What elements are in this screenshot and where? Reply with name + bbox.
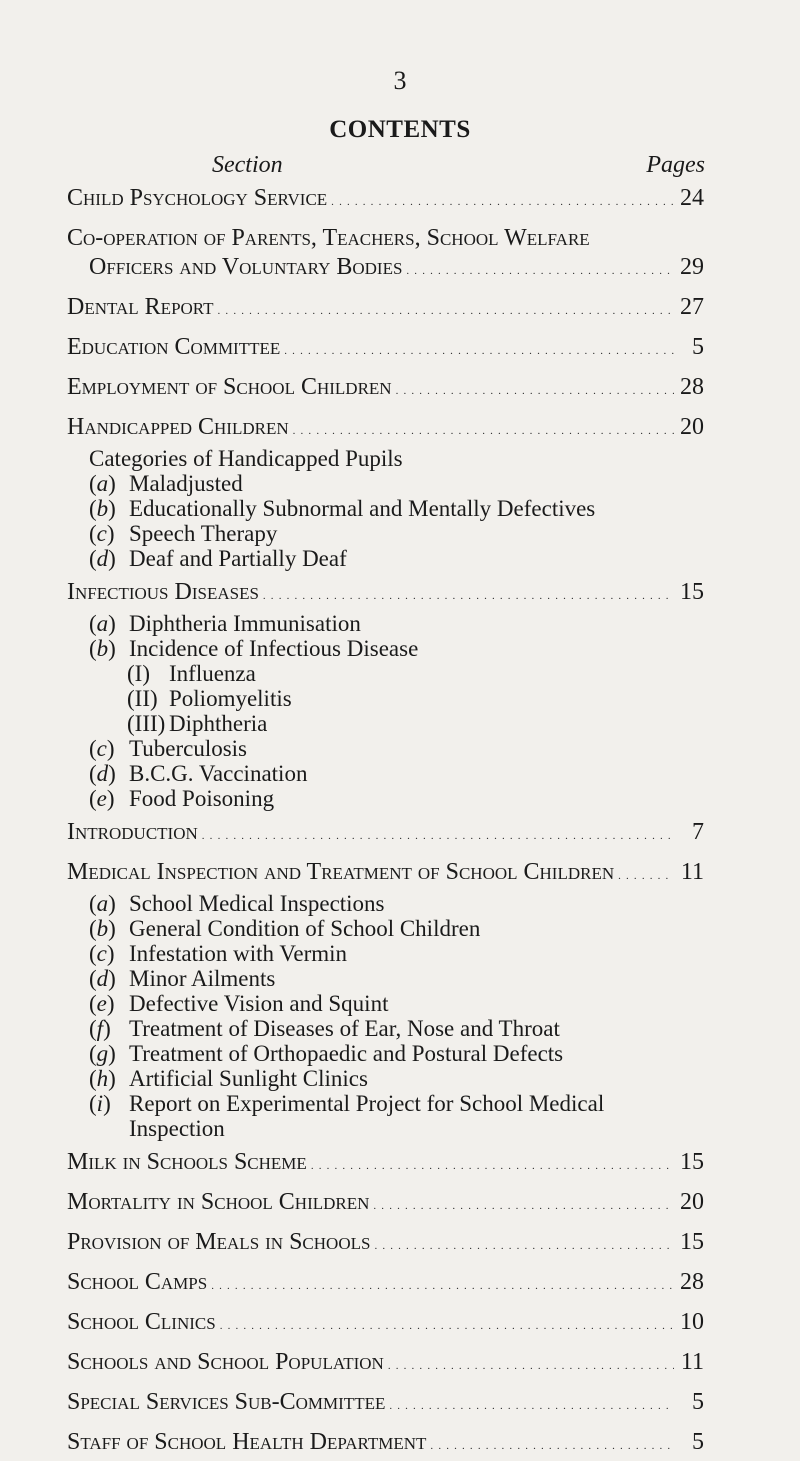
toc-entry-row [67, 858, 704, 891]
toc-subitem-text: Deaf and Partially Deaf [129, 546, 347, 571]
toc-subitem-text: Incidence of Infectious Disease [129, 636, 419, 661]
toc-subitem-letter: e [96, 786, 107, 811]
toc-subitem-letter: g [96, 1041, 109, 1066]
toc-subitem-text: Tuberculosis [129, 736, 247, 761]
toc-subitem [67, 1016, 704, 1041]
toc-subitem-text: Maladjusted [129, 471, 243, 496]
toc-subitem-letter: i [96, 1091, 104, 1116]
toc-entry [67, 333, 704, 366]
toc-entry-row [67, 373, 704, 406]
toc-subitem-letter: d [96, 761, 109, 786]
toc-subitem-label: (c) [89, 941, 115, 966]
toc-entry-page: 20 [680, 1189, 704, 1215]
dot-leader [220, 1308, 674, 1341]
toc-subitem-label: (f) [89, 1016, 111, 1041]
toc-entry-title: Provision of Meals in Schools [67, 1229, 371, 1255]
page-number: 3 [393, 66, 407, 95]
toc-subitem-text: Minor Ailments [129, 966, 276, 991]
toc-entry-title: Infectious Diseases [67, 579, 259, 605]
toc-entry-title: Employment of School Children [67, 374, 392, 400]
toc-entry-row [67, 1348, 704, 1381]
toc-subsubitem-label: (III) [127, 711, 166, 736]
dot-leader [211, 1268, 674, 1301]
toc-entry-row [67, 1428, 704, 1461]
toc-entry-page: 15 [680, 1229, 704, 1255]
toc-subitem-letter: d [96, 966, 109, 991]
toc-subsubitem-text: Poliomyelitis [169, 686, 292, 711]
toc-entry-row [67, 184, 704, 217]
toc-entry [67, 858, 704, 1141]
toc-subitem-letter: e [96, 991, 107, 1016]
toc-subitem-label: (d) [89, 966, 116, 991]
toc-entry [67, 1308, 704, 1341]
toc-entry [67, 1188, 704, 1221]
toc-subitem [67, 1091, 704, 1141]
toc-subheading: Categories of Handicapped Pupils [89, 446, 403, 471]
toc-subitem [67, 496, 704, 521]
toc-subitem-text: Artificial Sunlight Clinics [129, 1066, 368, 1091]
toc-entry [67, 224, 704, 286]
toc-entry [67, 373, 704, 406]
toc-subitem [67, 636, 704, 661]
toc-entry-row [67, 333, 704, 366]
toc-subitem [67, 786, 704, 811]
toc-entry-page: 7 [692, 819, 704, 845]
toc-subitem-text: Food Poisoning [129, 786, 275, 811]
dot-leader [284, 333, 674, 366]
toc-subitem-label: (c) [89, 736, 115, 761]
page-title: CONTENTS [329, 116, 471, 143]
toc-entry-page: 5 [692, 1389, 704, 1415]
toc-subitem [67, 991, 704, 1016]
dot-leader [202, 818, 674, 851]
dot-leader [430, 1428, 674, 1461]
toc-subitem-label: (b) [89, 496, 116, 521]
toc-entry [67, 1268, 704, 1301]
toc-subitem-label: (g) [89, 1041, 116, 1066]
toc-entry-page: 15 [680, 1149, 704, 1175]
toc-entry-page: 28 [680, 374, 704, 400]
toc-entry-row [67, 1388, 704, 1421]
toc-subitem-letter: b [96, 636, 109, 661]
toc-subitem-label: (a) [89, 891, 116, 916]
toc-entry [67, 1228, 704, 1261]
toc-subitem-label: (a) [89, 611, 116, 636]
toc-entry-row [67, 1148, 704, 1181]
contents-list [67, 184, 704, 1461]
dot-leader [311, 1148, 674, 1181]
dot-leader [218, 293, 674, 326]
toc-entry-continuation: Officers and Voluntary Bodies [89, 254, 403, 280]
toc-entry-title: Medical Inspection and Treatment of School Children [67, 859, 615, 885]
toc-entry-title: Mortality in School Children [67, 1189, 370, 1215]
pages-column-heading: Pages [646, 152, 705, 178]
toc-entry-page: 15 [680, 579, 704, 605]
toc-entry-page: 20 [680, 414, 704, 440]
toc-subitem [67, 941, 704, 966]
toc-subitem-letter: a [96, 611, 109, 636]
toc-subitem [67, 471, 704, 496]
toc-entry-page: 29 [680, 254, 704, 280]
toc-entry-title: Staff of School Health Department [67, 1429, 427, 1455]
toc-entry [67, 818, 704, 851]
toc-entry [67, 1348, 704, 1381]
toc-subitem-text: Infestation with Vermin [129, 941, 348, 966]
toc-subitem-letter: a [96, 891, 109, 916]
toc-subitem-text: B.C.G. Vaccination [129, 761, 308, 786]
dot-leader [618, 858, 674, 891]
toc-entry-continuation-row [67, 253, 704, 286]
dot-leader [389, 1388, 674, 1421]
toc-subitem-text: Educationally Subnormal and Mentally Defectives [129, 496, 596, 521]
toc-subsubitem [67, 661, 704, 686]
toc-subitem-text: Defective Vision and Squint [129, 991, 389, 1016]
toc-entry [67, 413, 704, 571]
toc-subitem-label: (e) [89, 786, 115, 811]
toc-subitem-text: Diphtheria Immunisation [129, 611, 361, 636]
toc-entry-page: 10 [680, 1309, 704, 1335]
toc-entry-row [67, 293, 704, 326]
toc-entry-page: 11 [680, 859, 704, 885]
toc-subitem-text: Treatment of Orthopaedic and Postural Defects [129, 1041, 564, 1066]
toc-subitem-letter: c [96, 941, 107, 966]
toc-subitem [67, 736, 704, 761]
dot-leader [374, 1228, 674, 1261]
toc-subitem-letter: h [96, 1066, 109, 1091]
toc-entry-row [67, 1228, 704, 1261]
toc-entry-row [67, 578, 704, 611]
toc-subitem [67, 546, 704, 571]
toc-subitem [67, 916, 704, 941]
toc-subsubitem-text: Diphtheria [169, 711, 268, 736]
toc-subitem-letter: f [96, 1016, 104, 1041]
toc-entry [67, 184, 704, 217]
dot-leader [396, 373, 674, 406]
toc-entry-page: 5 [692, 1429, 704, 1455]
toc-subsubitem [67, 711, 704, 736]
toc-subitem-label: (d) [89, 761, 116, 786]
section-column-heading: Section [212, 152, 283, 178]
toc-entry-page: 24 [680, 185, 704, 211]
toc-subsubitem-text: Influenza [169, 661, 256, 686]
toc-subitem-label: (i) [89, 1091, 111, 1116]
dot-leader [331, 184, 674, 217]
toc-entry-page: 28 [680, 1269, 704, 1295]
toc-entry-title: School Clinics [67, 1309, 216, 1335]
toc-subitem-label: (h) [89, 1066, 116, 1091]
dot-leader [388, 1348, 674, 1381]
toc-entry [67, 578, 704, 811]
toc-subitem [67, 891, 704, 916]
toc-subitem-text: General Condition of School Children [129, 916, 481, 941]
dot-leader [263, 578, 674, 611]
toc-entry-row [67, 1188, 704, 1221]
toc-subitem-text: Treatment of Diseases of Ear, Nose and Throat [129, 1016, 560, 1041]
toc-subsubitem-label: (II) [127, 686, 158, 711]
toc-subitem [67, 611, 704, 636]
toc-subsubitem [67, 686, 704, 711]
toc-entry-title: Handicapped Children [67, 414, 289, 440]
toc-subitem-letter: d [96, 546, 109, 571]
toc-subitem-label: (b) [89, 916, 116, 941]
toc-subitem-letter: a [96, 471, 109, 496]
toc-entry-title: Schools and School Population [67, 1349, 384, 1375]
toc-entry-title: Dental Report [67, 294, 214, 320]
toc-subitem [67, 521, 704, 546]
toc-subitem-text: Speech Therapy [129, 521, 278, 546]
toc-entry-title: Introduction [67, 819, 198, 845]
toc-entry-page: 27 [680, 294, 704, 320]
toc-entry [67, 293, 704, 326]
toc-entry-row [67, 413, 704, 446]
toc-subitem-letter: b [96, 916, 109, 941]
toc-subitem-text: School Medical Inspections [129, 891, 385, 916]
toc-subitem-text: Report on Experimental Project for School Medical Inspection [129, 1091, 605, 1141]
toc-entry [67, 1388, 704, 1421]
dot-leader [293, 413, 674, 446]
toc-entry-row [67, 1308, 704, 1341]
toc-subitem-label: (b) [89, 636, 116, 661]
toc-entry-title: Special Services Sub-Committee [67, 1389, 386, 1415]
dot-leader [373, 1188, 674, 1221]
toc-subitem-letter: c [96, 521, 107, 546]
toc-entry-title: Co-operation of Parents, Teachers, School Welfare [67, 225, 590, 251]
toc-subitem [67, 1066, 704, 1091]
toc-entry-row [67, 818, 704, 851]
toc-entry-row [67, 1268, 704, 1301]
toc-subitem [67, 966, 704, 991]
toc-entry-page: 5 [692, 334, 704, 360]
toc-subitem-label: (c) [89, 521, 115, 546]
toc-entry-title: Child Psychology Service [67, 185, 328, 211]
toc-subsubitem-label: (I) [127, 661, 150, 686]
dot-leader [406, 253, 674, 286]
toc-entry-title: Milk in Schools Scheme [67, 1149, 307, 1175]
toc-entry-title: Education Committee [67, 334, 281, 360]
toc-entry [67, 1428, 704, 1461]
toc-subitem-label: (a) [89, 471, 116, 496]
toc-entry-title: School Camps [67, 1269, 208, 1295]
toc-entry-title-row [67, 224, 704, 253]
toc-entry [67, 1148, 704, 1181]
toc-subitem [67, 1041, 704, 1066]
toc-entry-page: 11 [680, 1349, 704, 1375]
toc-subitem-letter: c [96, 736, 107, 761]
toc-subitem-label: (d) [89, 546, 116, 571]
toc-subitem-letter: b [96, 496, 109, 521]
toc-subitem-label: (e) [89, 991, 115, 1016]
toc-subitem [67, 761, 704, 786]
